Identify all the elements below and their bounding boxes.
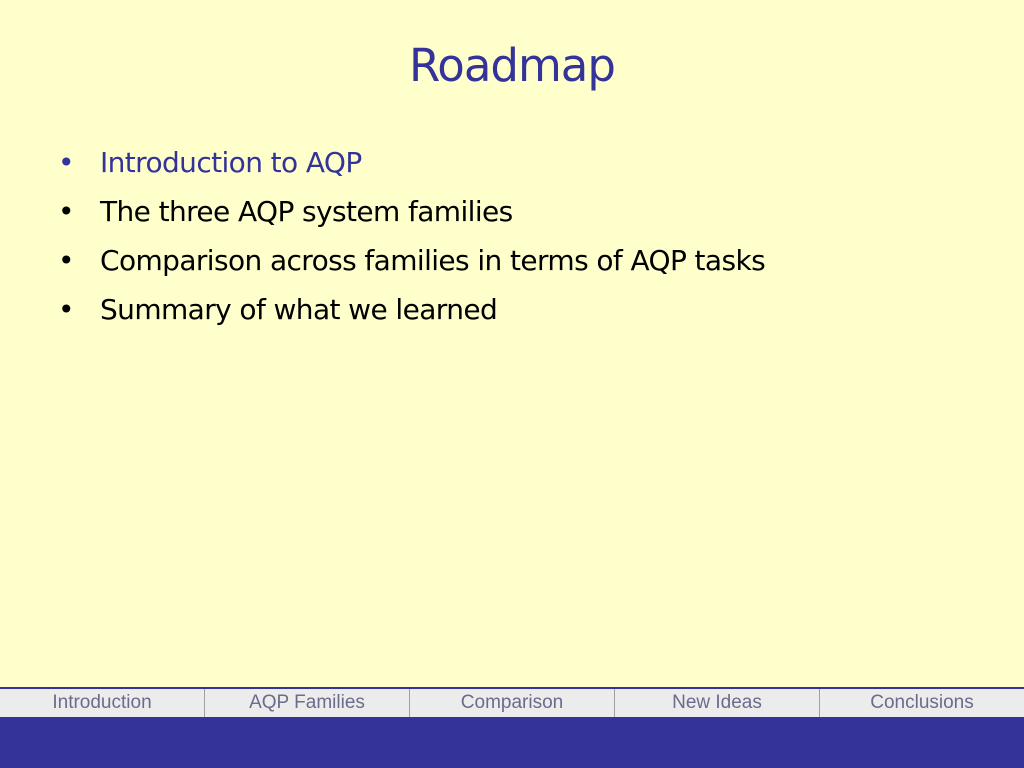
bullet-text: Summary of what we learned — [100, 293, 498, 326]
nav-tab-conclusions[interactable]: Conclusions — [820, 689, 1024, 717]
bullet-list — [58, 138, 765, 334]
bullet-item-comparison — [58, 236, 765, 285]
bullet-item-summary — [58, 285, 765, 334]
bullet-icon: • — [58, 146, 74, 179]
bullet-icon: • — [58, 293, 74, 326]
nav-tab-new-ideas[interactable]: New Ideas — [615, 689, 820, 717]
section-nav-bar — [0, 687, 1024, 719]
nav-tab-aqp-families[interactable]: AQP Families — [205, 689, 410, 717]
bullet-text: The three AQP system families — [100, 195, 513, 228]
nav-tab-comparison[interactable]: Comparison — [410, 689, 615, 717]
slide-title: Roadmap — [409, 39, 615, 92]
nav-tab-introduction[interactable]: Introduction — [0, 689, 205, 717]
footer-band — [0, 719, 1024, 768]
bullet-text: Comparison across families in terms of AQP tasks — [100, 244, 766, 277]
bullet-item-families — [58, 187, 765, 236]
bullet-text: Introduction to AQP — [100, 146, 362, 179]
bullet-icon: • — [58, 195, 74, 228]
bullet-icon: • — [58, 244, 74, 277]
bullet-item-introduction — [58, 138, 765, 187]
